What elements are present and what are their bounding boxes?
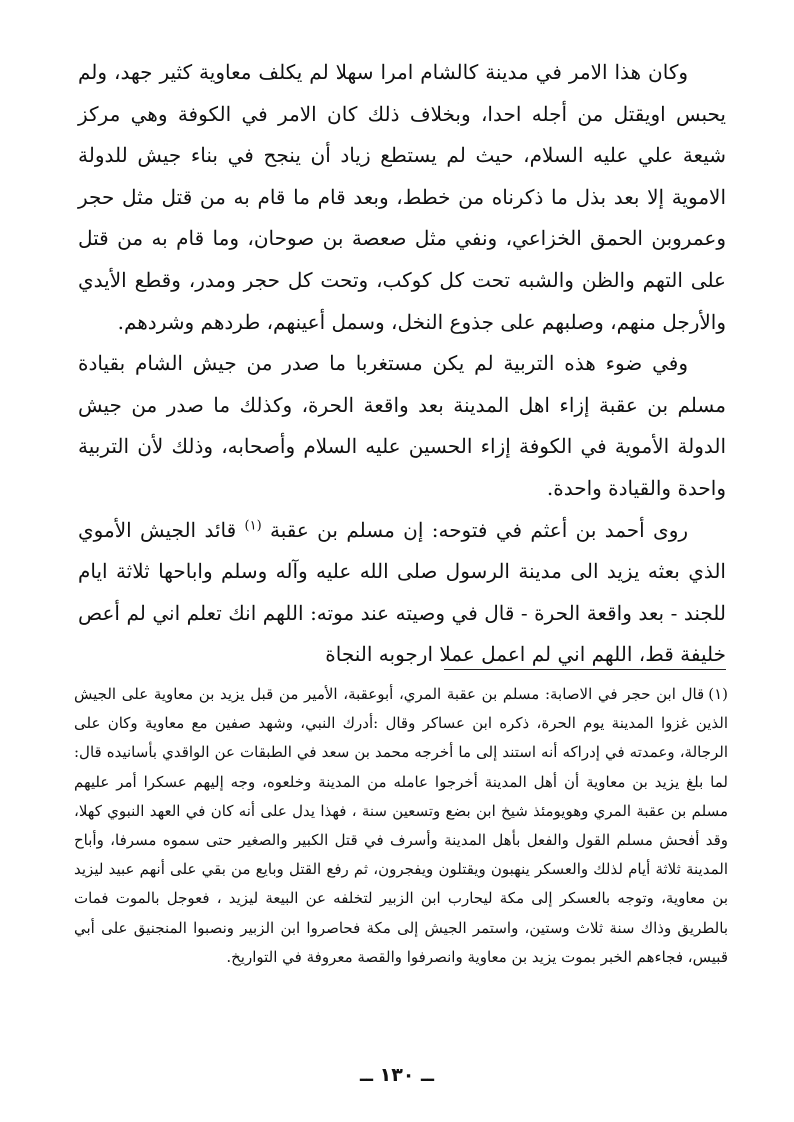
main-text	[78, 52, 726, 676]
footnote-entry	[74, 680, 728, 972]
footnote-text: قال ابن حجر في الاصابة: مسلم بن عقبة المري، أبوعقبة، الأمير من قبل يزيد بن معاوية على الجيش الذين غزوا المدينة يوم الحرة، ذكره ابن عساكر وقال :أدرك النبي، وشهد صفين مع معاوية وكان على الرجالة، وعمدته في إدراكه أنه استند إلى ما أخرجه محمد بن سعد في الطبقات عن الواقدي بأسانيده قال: لما بلغ يزيد بن معاوية أن أهل المدينة أخرجوا عامله من المدينة وخلعوه، وجه إليهم عسكرا أمر عليهم مسلم بن عقبة المري وهويومئذ شيخ ابن بضع وتسعين سنة ، فهذا يدل على أنه كان في العهد النبوي كهلا، وقد أفحش مسلم القول والفعل بأهل المدينة وأسرف في قتل الكبير والصغير حتى سموه مسرفا، وأباح المدينة ثلاثة أيام لذلك والعسكر ينهبون ويقتلون ويفجرون، ثم رفع القتل وبايع من بقي على أنهم عبيد ليزيد بن معاوية، وتوجه بالعسكر إلى مكة ليحارب ابن الزبير لتخلفه عن البيعة ليزيد ، فعوجل بالموت فمات بالطريق وذاك سنة ثلاث وستين، واستمر الجيش إلى مكة فحاصروا ابن الزبير ونصبوا المنجنيق على أبي قبيس، فجاءهم الخبر بموت يزيد بن معاوية وانصرفوا والقصة معروفة في التواريخ.	[74, 685, 728, 966]
paragraph-text: روى أحمد بن أعثم في فتوحه: إن مسلم بن عقبة	[270, 517, 689, 542]
paragraph-text: قائد الجيش الأموي الذي بعثه يزيد الى مدينة الرسول صلى الله عليه وآله وسلم واباحها ثلاثة ايام للجند - بعد واقعة الحرة - قال في وصيته عند موته: اللهم انك تعلم اني لم أعص خليفة قط، اللهم اني لم اعمل عملا ارجوبه النجاة	[78, 517, 726, 667]
page-number: ــ ١٣٠ ــ	[359, 1064, 434, 1086]
paragraph: وكان هذا الامر في مدينة كالشام امرا سهلا لم يكلف معاوية كثير جهد، ولم يحبس اويقتل من أجله احدا، وبخلاف ذلك كان الامر في الكوفة وهي مركز شيعة علي عليه السلام، حيث لم يستطع زياد أن ينجح في بناء جيش للدولة الاموية إلا بعد بذل ما ذكرناه من خطط، وبعد قام ما قام به من قتل مثل حجر وعمروبن الحمق الخزاعي، ونفي مثل صعصة بن صوحان، وما قام به من قتل على التهم والظن والشبه تحت كل كوكب، وتحت كل حجر ومدر، وقطع الأيدي والأرجل منهم، وصلبهم على جذوع النخل، وسمل أعينهم، طردهم وشردهم.	[78, 60, 726, 334]
footnote	[74, 680, 728, 972]
footnote-number: (١)	[708, 685, 728, 703]
paragraph	[78, 510, 726, 676]
footnote-reference[interactable]: (١)	[244, 517, 262, 533]
footnote-separator	[444, 669, 726, 670]
paragraph: وفي ضوء هذه التربية لم يكن مستغربا ما صدر من جيش الشام بقيادة مسلم بن عقبة إزاء اهل المدينة بعد واقعة الحرة، وكذلك ما صدر من جيش الدولة الأموية في الكوفة إزاء الحسين عليه السلام وأصحابه، وذلك لأن التربية واحدة والقيادة واحدة.	[78, 351, 726, 500]
